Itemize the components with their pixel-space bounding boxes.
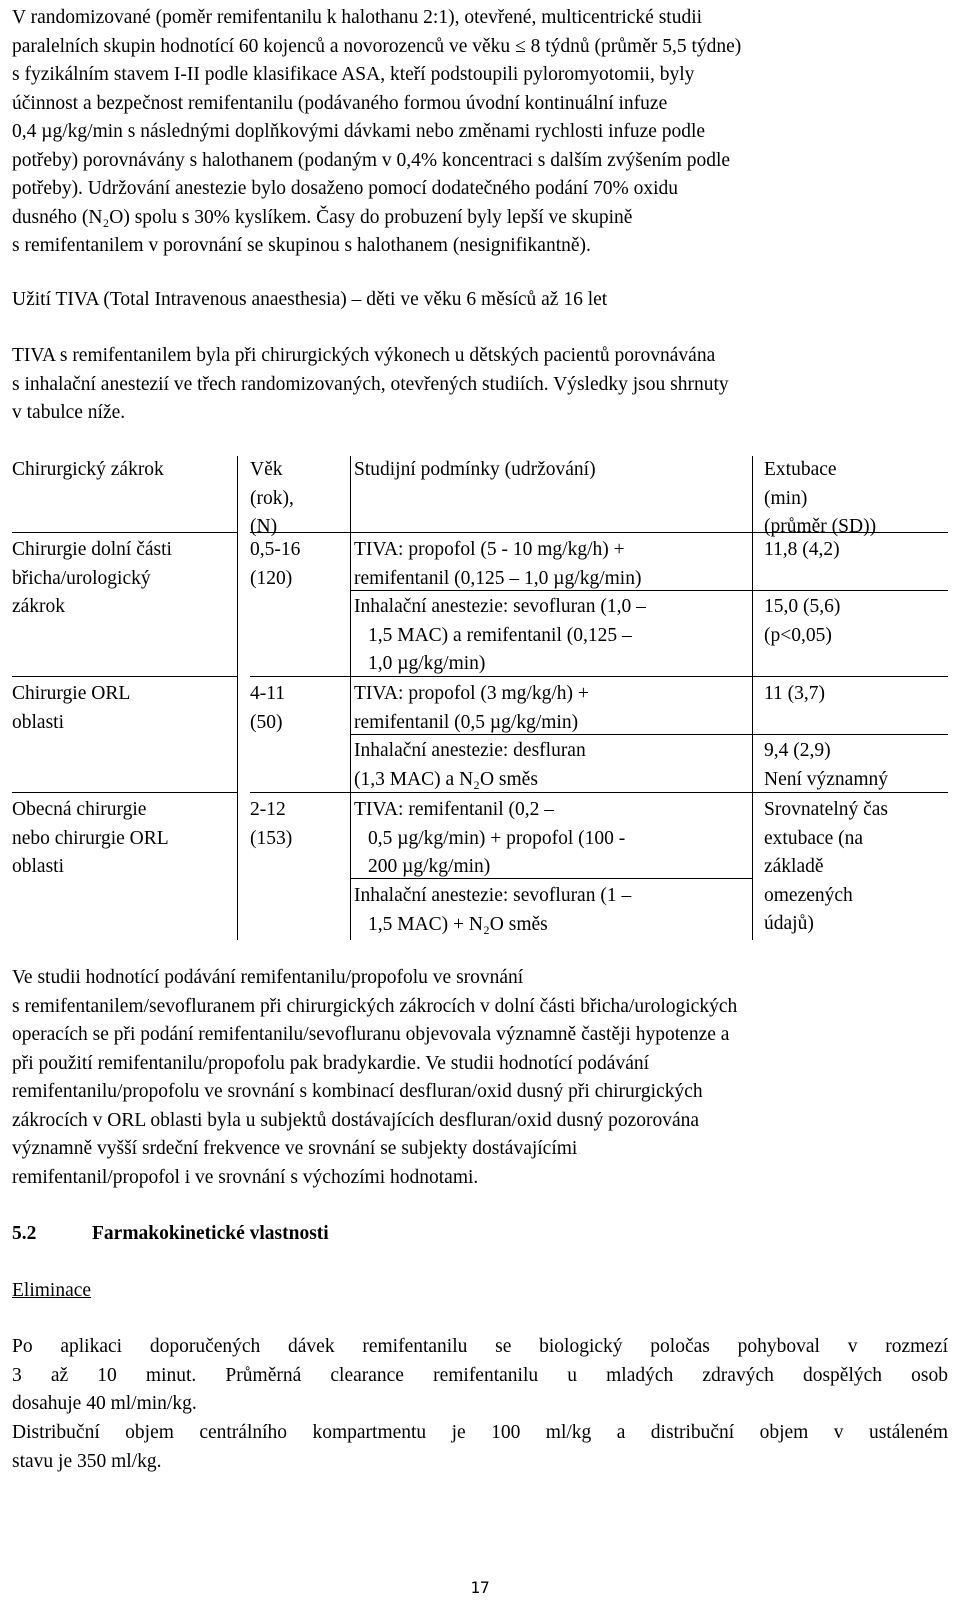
cell-text: 11,8 (4,2) <box>764 539 840 560</box>
tiva-paragraph <box>12 342 948 428</box>
elimination-paragraph <box>12 1333 948 1419</box>
text-line: 0,4 µg/kg/min s následnými doplňkovými dávkami nebo změnami rychlosti infuze podle <box>12 121 706 142</box>
text-line: V randomizované (poměr remifentanilu k halothanu 2:1), otevřené, multicentrické studii <box>12 7 703 28</box>
table-divider <box>752 456 753 940</box>
cell-text: (153) <box>250 827 293 849</box>
table-cell-conditions <box>354 882 631 939</box>
text-line: Po aplikaci doporučených dávek remifentanilu se biologický poločas pohyboval v rozmezí <box>12 1336 948 1357</box>
cell-text: (p<0,05) <box>764 624 832 646</box>
table-cell-conditions <box>354 680 589 737</box>
header-conditions <box>354 456 596 485</box>
text-line: operacích se při podání remifentanilu/sevofluranu objevovala významně častěji hypotenze a <box>12 1024 730 1045</box>
table-cell-age <box>250 536 300 593</box>
subsection-heading <box>12 1277 948 1306</box>
text-line: TIVA s remifentanilem byla při chirurgických výkonech u dětských pacientů porovnávána <box>12 345 716 366</box>
cell-text: 11 (3,7) <box>764 683 826 704</box>
header-extubation <box>764 456 876 542</box>
table-cell-procedure <box>12 680 130 737</box>
cell-text: nebo chirurgie ORL <box>12 827 169 849</box>
cell-text: Chirurgie ORL <box>12 683 131 704</box>
header-procedure <box>12 456 164 485</box>
cell-text: (50) <box>250 711 283 733</box>
section-number: 5.2 <box>12 1223 37 1244</box>
section-heading <box>12 1220 948 1249</box>
text-line: potřeby). Udržování anestezie bylo dosaženo pomocí dodatečného podání 70% oxidu <box>12 178 679 199</box>
text-line: Ve studii hodnotící podávání remifentanilu/propofolu ve srovnání <box>12 967 524 988</box>
table-rule <box>12 676 237 677</box>
text-line: Distribuční objem centrálního kompartmentu je 100 ml/kg a distribuční objem v ustáleném <box>12 1422 948 1443</box>
cell-text: Srovnatelný čas <box>764 799 889 820</box>
study-table <box>12 456 948 940</box>
text-line: potřeby) porovnávány s halothanem (podaným v 0,4% koncentraci s dalším zvýšením podle <box>12 149 731 171</box>
table-cell-conditions <box>354 737 586 794</box>
cell-text: (120) <box>250 567 293 589</box>
table-cell-extubation <box>764 680 825 709</box>
cell-text: remifentanil (0,5 µg/kg/min) <box>354 711 579 733</box>
text-line: paralelních skupin hodnotící 60 kojenců a novorozenců ve věku ≤ 8 týdnů (průměr 5,5 týdne) <box>12 35 742 57</box>
text-line: s inhalační anestezií ve třech randomizovaných, otevřených studiích. Výsledky jsou shrnuty <box>12 373 729 395</box>
cell-text: remifentanil (0,125 – 1,0 µg/kg/min) <box>354 567 642 589</box>
table-cell-extubation <box>764 593 840 650</box>
cell-text: 1,5 MAC) + N₂O směs <box>368 913 548 935</box>
page-number: 17 <box>470 1578 490 1597</box>
cell-text: zákrok <box>12 596 66 617</box>
text-line: remifentanilu/propofolu ve srovnání s kombinací desfluran/oxid dusný při chirurgických <box>12 1081 703 1102</box>
cell-text: 4-11 <box>250 683 286 704</box>
table-cell-extubation <box>764 536 840 565</box>
table-rule <box>752 676 948 677</box>
table-cell-procedure <box>12 796 169 882</box>
cell-text: Inhalační anestezie: sevofluran (1 – <box>354 885 632 906</box>
text-line: při použití remifentanilu/propofolu pak bradykardie. Ve studii hodnotící podávání <box>12 1052 650 1074</box>
cell-text: TIVA: propofol (3 mg/kg/h) + <box>354 683 589 704</box>
intro-paragraph <box>12 4 948 261</box>
text-line: účinnost a bezpečnost remifentanilu (podávaného formou úvodní kontinuální infuze <box>12 92 668 114</box>
table-rule <box>12 532 237 533</box>
subsection-title: Eliminace <box>12 1280 92 1301</box>
cell-text: 1,0 µg/kg/min) <box>368 653 486 674</box>
cell-text: Obecná chirurgie <box>12 799 147 820</box>
text-line: v tabulce níže. <box>12 402 126 423</box>
cell-text: oblasti <box>12 856 64 877</box>
comparison-paragraph <box>12 964 948 1192</box>
section-title: Farmakokinetické vlastnosti <box>92 1223 329 1244</box>
cell-text: extubace (na <box>764 827 864 849</box>
table-cell-age <box>250 796 292 853</box>
header-text: Chirurgický zákrok <box>12 459 164 480</box>
table-cell-conditions <box>354 536 641 593</box>
table-rule <box>250 792 350 793</box>
table-divider <box>237 456 238 940</box>
header-text: Věk <box>250 459 283 480</box>
cell-text: 200 µg/kg/min) <box>368 856 491 877</box>
table-rule <box>752 590 948 591</box>
cell-text: TIVA: propofol (5 - 10 mg/kg/h) + <box>354 539 625 560</box>
table-rule <box>752 734 948 735</box>
cell-text: 1,5 MAC) a remifentanil (0,125 – <box>368 624 632 646</box>
cell-text: 0,5-16 <box>250 539 301 560</box>
table-rule <box>250 676 350 677</box>
cell-text: Inhalační anestezie: sevofluran (1,0 – <box>354 596 646 617</box>
text-line: s remifentanilem v porovnání se skupinou s halothanem (nesignifikantně). <box>12 235 591 256</box>
header-text: (rok), <box>250 487 294 509</box>
text-line: remifentanil/propofol i ve srovnání s výchozími hodnotami. <box>12 1166 479 1188</box>
cell-text: břicha/urologický <box>12 567 151 589</box>
text-line: dosahuje 40 ml/min/kg. <box>12 1393 197 1414</box>
cell-text: oblasti <box>12 711 64 733</box>
header-text: (N) <box>250 516 278 537</box>
table-cell-procedure <box>12 536 172 622</box>
cell-text: 15,0 (5,6) <box>764 596 841 617</box>
cell-text: Není významný <box>764 768 889 790</box>
table-cell-extubation <box>764 737 888 794</box>
text-line: dusného (N₂O) spolu s 30% kyslíkem. Časy do probuzení byly lepší ve skupině <box>12 206 633 228</box>
header-text: (průměr (SD)) <box>764 516 877 537</box>
text-line: s fyzikálním stavem I-II podle klasifikace ASA, kteří podstoupili pyloromyotomii, byly <box>12 64 695 85</box>
header-text: Extubace <box>764 459 837 480</box>
table-rule <box>12 792 237 793</box>
text-line: 3 až 10 minut. Průměrná clearance remifentanilu u mladých zdravých dospělých osob <box>12 1364 948 1386</box>
distribution-paragraph <box>12 1419 948 1476</box>
cell-text: údajů) <box>764 913 814 934</box>
tiva-heading <box>12 286 948 315</box>
cell-text: omezených <box>764 884 853 906</box>
cell-text: (1,3 MAC) a N₂O směs <box>354 768 538 790</box>
table-cell-extubation <box>764 796 888 939</box>
text-line: zákrocích v ORL oblasti byla u subjektů dostávajících desfluran/oxid dusný pozorována <box>12 1109 700 1131</box>
header-text: (min) <box>764 487 808 509</box>
cell-text: TIVA: remifentanil (0,2 – <box>354 799 555 820</box>
tiva-heading-text: Užití TIVA (Total Intravenous anaesthesia) – děti ve věku 6 měsíců až 16 let <box>12 289 608 310</box>
cell-text: 2-12 <box>250 799 286 820</box>
table-divider <box>350 456 351 940</box>
cell-text: 9,4 (2,9) <box>764 740 831 761</box>
text-line: s remifentanilem/sevofluranem při chirurgických zákrocích v dolní části břicha/urologických <box>12 995 738 1017</box>
cell-text: Inhalační anestezie: desfluran <box>354 740 586 761</box>
table-cell-conditions <box>354 796 625 882</box>
header-age <box>250 456 294 542</box>
cell-text: Chirurgie dolní části <box>12 539 172 560</box>
table-cell-conditions <box>354 593 646 679</box>
table-cell-age <box>250 680 285 737</box>
header-text: Studijní podmínky (udržování) <box>354 459 596 480</box>
cell-text: 0,5 µg/kg/min) + propofol (100 - <box>368 827 626 849</box>
text-line: stavu je 350 ml/kg. <box>12 1450 162 1472</box>
cell-text: základě <box>764 856 824 877</box>
text-line: významně vyšší srdeční frekvence ve srovnání se subjekty dostávajícími <box>12 1138 578 1159</box>
table-rule <box>350 532 752 533</box>
